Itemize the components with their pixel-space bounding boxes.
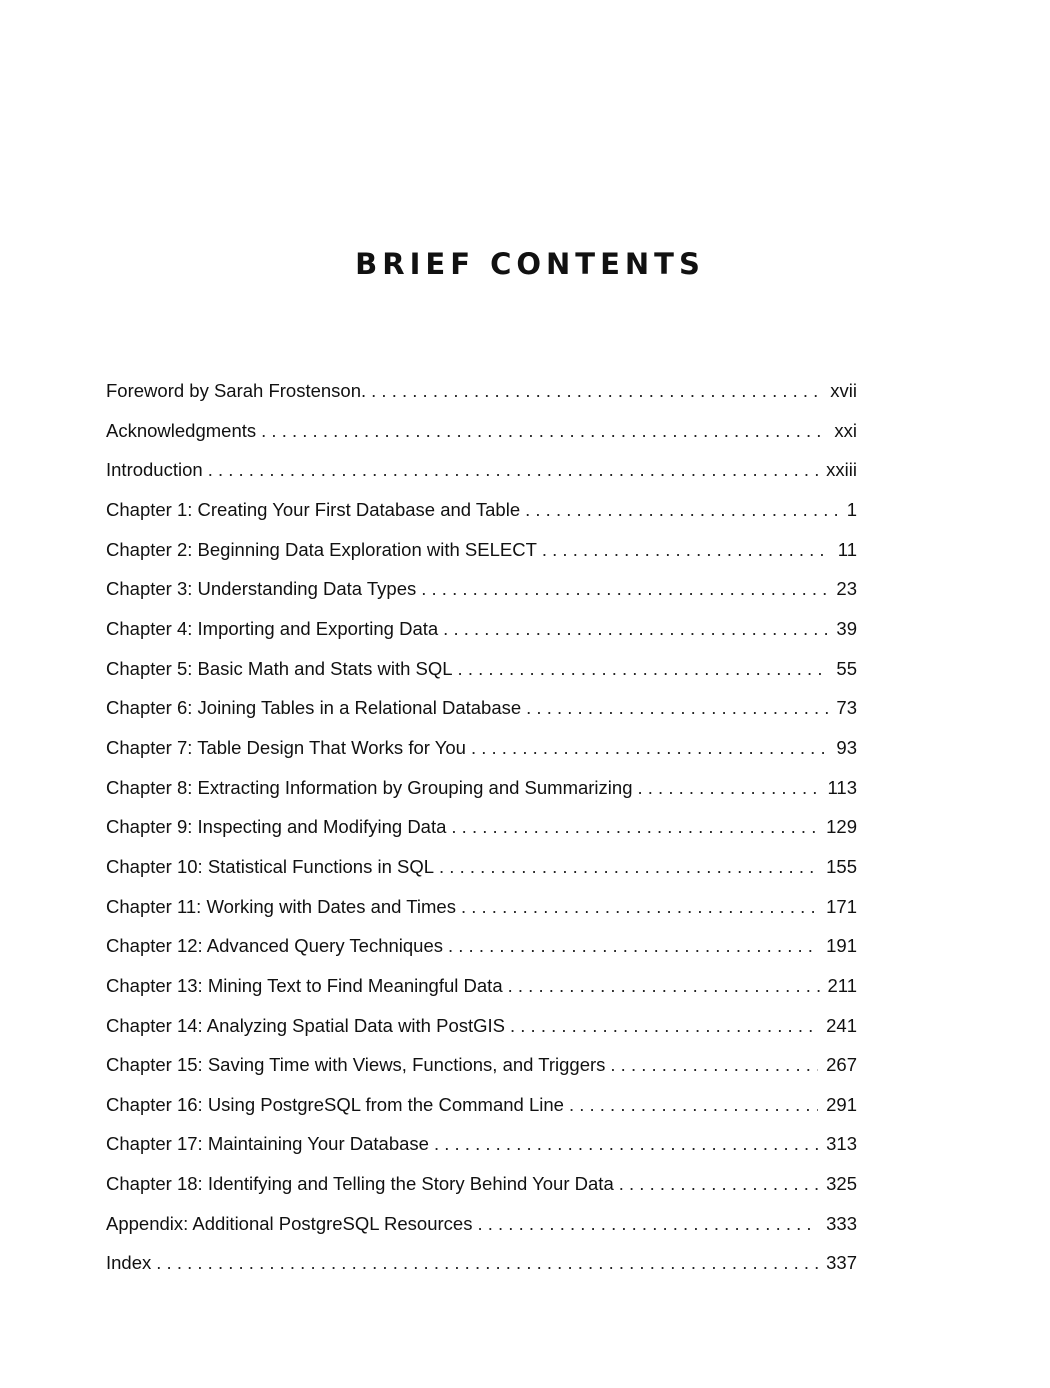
toc-entry-index[interactable] <box>106 1243 857 1283</box>
toc-page-number: 267 <box>826 1054 857 1076</box>
toc-entry-chapter-14[interactable] <box>106 1006 857 1046</box>
toc-entry-label: Chapter 3: Understanding Data Types <box>106 578 417 600</box>
toc-page-number: xxiii <box>826 459 857 481</box>
toc-dot-leader <box>208 450 818 490</box>
toc-dot-leader <box>443 609 828 649</box>
toc-entry-label: Chapter 1: Creating Your First Database and Table <box>106 498 521 520</box>
toc-dot-leader <box>477 1204 818 1244</box>
toc-entry-chapter-4[interactable] <box>106 609 857 649</box>
toc-dot-leader <box>525 490 839 530</box>
toc-dot-leader <box>458 649 829 689</box>
toc-dot-leader <box>526 688 828 728</box>
toc-page-number: 129 <box>826 816 857 838</box>
toc-entry-label: Chapter 13: Mining Text to Find Meaningful Data <box>106 974 503 996</box>
toc-entry-label: Chapter 4: Importing and Exporting Data <box>106 617 439 639</box>
toc-entry-acknowledgments[interactable] <box>106 411 857 451</box>
toc-entry-label: Appendix: Additional PostgreSQL Resources <box>106 1212 473 1234</box>
toc-page-number: 113 <box>827 776 857 798</box>
toc-page-number: 191 <box>826 935 857 957</box>
toc-entry-label: Foreword by Sarah Frostenson. <box>106 380 367 401</box>
toc-page-number: 325 <box>826 1173 857 1195</box>
table-of-contents <box>106 371 857 1283</box>
toc-page-number: 73 <box>836 697 857 719</box>
toc-entry-label: Chapter 9: Inspecting and Modifying Data <box>106 816 447 838</box>
toc-entry-label: Chapter 12: Advanced Query Techniques <box>106 935 443 957</box>
toc-entry-chapter-2[interactable] <box>106 530 857 570</box>
toc-page-number: 55 <box>836 657 857 679</box>
toc-page-number: 291 <box>826 1093 857 1115</box>
toc-entry-chapter-8[interactable] <box>106 768 857 808</box>
toc-dot-leader <box>508 966 820 1006</box>
toc-page-number: xvii <box>830 380 857 401</box>
toc-entry-label: Acknowledgments <box>106 419 257 441</box>
toc-page-number: 333 <box>826 1212 857 1234</box>
toc-entry-label: Chapter 18: Identifying and Telling the Story Behind Your Data <box>106 1173 614 1195</box>
toc-entry-label: Chapter 15: Saving Time with Views, Functions, and Triggers <box>106 1054 606 1076</box>
toc-dot-leader <box>637 768 819 808</box>
toc-dot-leader <box>439 847 818 887</box>
toc-entry-label: Chapter 6: Joining Tables in a Relational Database <box>106 697 522 719</box>
toc-page-number: 93 <box>836 736 857 758</box>
toc-entry-chapter-1[interactable] <box>106 490 857 530</box>
toc-page-number: 211 <box>827 974 857 996</box>
toc-entry-chapter-5[interactable] <box>106 649 857 689</box>
toc-entry-foreword[interactable] <box>106 371 857 411</box>
toc-page-number: xxi <box>834 419 857 441</box>
toc-entry-label: Chapter 11: Working with Dates and Times <box>106 895 456 917</box>
toc-dot-leader <box>434 1124 818 1164</box>
toc-entry-chapter-9[interactable] <box>106 807 857 847</box>
toc-page-number: 171 <box>826 895 857 917</box>
toc-page-number: 155 <box>826 855 857 877</box>
toc-entry-chapter-13[interactable] <box>106 966 857 1006</box>
toc-entry-chapter-10[interactable] <box>106 847 857 887</box>
toc-entry-label: Chapter 10: Statistical Functions in SQL <box>106 855 435 877</box>
toc-entry-label: Chapter 16: Using PostgreSQL from the Command Line <box>106 1093 564 1115</box>
toc-entry-label: Chapter 14: Analyzing Spatial Data with PostGIS <box>106 1014 505 1036</box>
toc-entry-chapter-15[interactable] <box>106 1045 857 1085</box>
toc-entry-label: Chapter 2: Beginning Data Exploration with SELECT <box>106 538 537 560</box>
toc-entry-chapter-16[interactable] <box>106 1085 857 1125</box>
toc-entry-chapter-12[interactable] <box>106 926 857 966</box>
toc-dot-leader <box>610 1045 818 1085</box>
toc-dot-leader <box>619 1164 818 1204</box>
toc-entry-chapter-17[interactable] <box>106 1124 857 1164</box>
toc-entry-chapter-6[interactable] <box>106 688 857 728</box>
toc-entry-chapter-11[interactable] <box>106 887 857 927</box>
toc-entry-label: Chapter 8: Extracting Information by Grouping and Summarizing <box>106 776 633 798</box>
toc-page-number: 39 <box>836 617 857 639</box>
toc-dot-leader <box>471 728 828 768</box>
toc-entry-chapter-3[interactable] <box>106 569 857 609</box>
toc-dot-leader <box>542 530 830 570</box>
toc-dot-leader <box>569 1085 818 1125</box>
toc-dot-leader <box>461 887 818 927</box>
toc-dot-leader <box>448 926 818 966</box>
toc-entry-label: Chapter 5: Basic Math and Stats with SQL <box>106 657 453 679</box>
toc-page-number: 11 <box>837 538 857 560</box>
toc-page-number: 337 <box>826 1252 857 1274</box>
toc-dot-leader <box>451 807 818 847</box>
toc-page-number: 313 <box>826 1133 857 1155</box>
toc-page-number: 241 <box>826 1014 857 1036</box>
toc-entry-introduction[interactable] <box>106 450 857 490</box>
toc-entry-chapter-18[interactable] <box>106 1164 857 1204</box>
toc-entry-appendix[interactable] <box>106 1204 857 1244</box>
toc-dot-leader <box>510 1006 818 1046</box>
toc-dot-leader <box>156 1243 818 1283</box>
toc-entry-label: Index <box>106 1252 152 1274</box>
page-title: BRIEF CONTENTS <box>355 247 705 281</box>
toc-entry-label: Chapter 7: Table Design That Works for You <box>106 736 466 758</box>
toc-page-number: 23 <box>836 578 857 600</box>
toc-dot-leader <box>371 371 822 411</box>
toc-page-number: 1 <box>846 498 857 520</box>
toc-entry-chapter-7[interactable] <box>106 728 857 768</box>
toc-entry-label: Introduction <box>106 459 203 481</box>
toc-dot-leader <box>261 411 826 451</box>
toc-dot-leader <box>421 569 828 609</box>
toc-entry-label: Chapter 17: Maintaining Your Database <box>106 1133 429 1155</box>
